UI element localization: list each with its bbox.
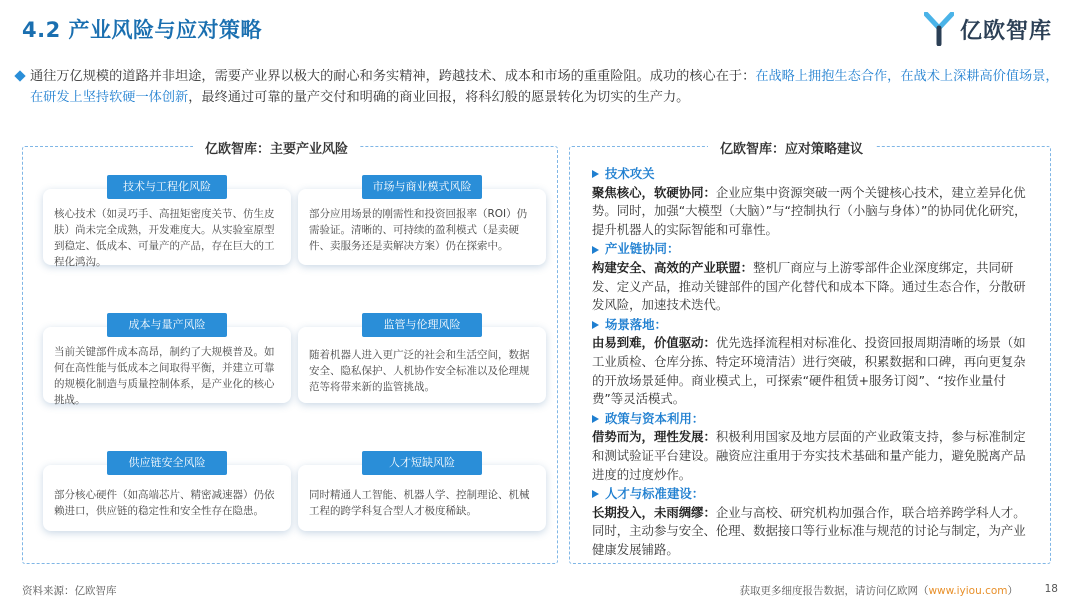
- risk-card-tag: 供应链安全风险: [107, 451, 227, 475]
- footer-more-suffix: ）: [1007, 585, 1018, 597]
- risk-card-tag: 技术与工程化风险: [107, 175, 227, 199]
- footer-link[interactable]: www.iyiou.com: [928, 585, 1008, 597]
- strategy-panel-heading: 亿欧智库：应对策略建议: [708, 138, 875, 157]
- risk-card-regulation: [298, 318, 546, 403]
- strategy-heading: 场景落地：: [605, 316, 667, 332]
- risk-card-text: 核心技术（如灵巧手、高扭矩密度关节、仿生皮肤）尚未完全成熟，开发难度大。从实验室原型到稳定、低成本、可量产的产品，存在巨大的工程化鸿沟。: [54, 208, 275, 268]
- strategy-item: [592, 485, 1036, 559]
- risk-card-text: 随着机器人进入更广泛的社会和生活空间，数据安全、隐私保护、人机协作安全标准以及伦理规范等将带来新的监管挑战。: [309, 349, 530, 393]
- strategy-item: [592, 165, 1036, 239]
- risk-card-tag: 成本与量产风险: [107, 313, 227, 337]
- risk-card-text: 当前关键部件成本高昂，制约了大规模普及。如何在高性能与低成本之间取得平衡，并建立可靠的规模化制造与质量控制体系，是产业化的核心挑战。: [54, 346, 275, 406]
- strategy-lead: 长期投入，未雨绸缪：: [592, 504, 716, 520]
- strategy-heading: 产业链协同：: [605, 241, 680, 257]
- triangle-bullet-icon: [592, 490, 599, 498]
- risk-card-talent: [298, 456, 546, 531]
- strategy-item: [592, 316, 1036, 409]
- footer-source: 资料来源：亿欧智库: [22, 585, 117, 597]
- page-title: 4.2 产业风险与应对策略: [22, 18, 263, 42]
- strategy-text: 整机厂商应与上游零部件企业深度绑定，共同研发、定义产品，推动关键部件的国产化替代和成本下降。通过生态合作，分散研发风险，加速技术迭代。: [592, 259, 1026, 313]
- logo-text: 亿欧智库: [959, 18, 1052, 44]
- strategy-list: [592, 165, 1036, 560]
- triangle-bullet-icon: [592, 170, 599, 178]
- risk-panel-heading: 亿欧智库：主要产业风险: [193, 138, 360, 157]
- footer-more-info: [739, 583, 1018, 598]
- risk-card-text: 部分应用场景的刚需性和投资回报率（ROI）仍需验证。清晰的、可持续的盈利模式（是卖硬件、卖服务还是卖解决方案）仍在探索中。: [309, 208, 528, 252]
- diamond-bullet-icon: [14, 70, 25, 81]
- logo-icon: [924, 12, 954, 46]
- risk-card-market: [298, 180, 546, 265]
- intro-text-1: 通往万亿规模的道路并非坦途，需要产业界以极大的耐心和务实精神，跨越技术、成本和市场的重重险阻。成功的核心在于：: [30, 69, 756, 84]
- risk-card-tag: 监管与伦理风险: [362, 313, 482, 337]
- strategy-lead: 构建安全、高效的产业联盟：: [592, 259, 754, 275]
- risk-card-cost: [43, 318, 291, 406]
- risk-card-text: 部分核心硬件（如高端芯片、精密减速器）仍依赖进口，供应链的稳定性和安全性存在隐患。: [54, 489, 275, 517]
- strategy-text: 企业应集中资源突破一两个关键核心技术，建立差异化优势。同时，加强“大模型（大脑）”与“控制执行（小脑与身体）”的协同优化研究，提升机器人的实际智能和可靠性。: [592, 184, 1027, 237]
- footer-more-prefix: 获取更多细度报告数据，请访问亿欧网（: [739, 585, 929, 597]
- logo: [924, 12, 1052, 46]
- strategy-item: [592, 240, 1036, 314]
- strategy-lead: 由易到难，价值驱动：: [592, 335, 716, 351]
- page-number: 18: [1044, 583, 1058, 595]
- strategy-lead: 聚焦核心，软硬协同：: [592, 184, 716, 200]
- triangle-bullet-icon: [592, 321, 599, 329]
- risk-card-tag: 人才短缺风险: [362, 451, 482, 475]
- strategy-text: 企业与高校、研究机构加强合作，联合培养跨学科人才。同时，主动参与安全、伦理、数据接口等行业标准与规范的讨论与制定，为产业健康发展铺路。: [592, 504, 1026, 557]
- strategy-panel: [569, 142, 1051, 564]
- strategy-heading: 技术攻关: [605, 166, 655, 181]
- risk-panel: [22, 142, 558, 564]
- risk-card-tag: 市场与商业模式风险: [362, 175, 482, 199]
- risk-card-supply-chain: [43, 456, 291, 531]
- intro-highlight: 在战略上拥抱生态合作，在战术上深耕高价值场景，在研发上坚持软硬一体创新: [30, 69, 1059, 105]
- strategy-lead: 借势而为，理性发展：: [592, 429, 716, 445]
- strategy-text: 优先选择流程相对标准化、投资回报周期清晰的场景（如工业质检、仓库分拣、特定环境清洁）进行突破，积累数据和口碑，再向更复杂的开放场景延伸。商业模式上，可探索“硬件租赁+服务订阅”、“按作业量付费”等灵活模式。: [592, 335, 1026, 407]
- triangle-bullet-icon: [592, 246, 599, 254]
- risk-card-text: 同时精通人工智能、机器人学、控制理论、机械工程的跨学科复合型人才极度稀缺。: [309, 489, 530, 517]
- strategy-heading: 政策与资本利用：: [605, 410, 705, 426]
- strategy-heading: 人才与标准建设：: [605, 486, 705, 502]
- triangle-bullet-icon: [592, 415, 599, 423]
- strategy-item: [592, 410, 1036, 484]
- risk-card-tech: [43, 180, 291, 268]
- intro-text-2: ，最终通过可靠的量产交付和明确的商业回报，将科幻般的愿景转化为切实的生产力。: [188, 90, 690, 105]
- strategy-text: 积极利用国家及地方层面的产业政策支持，参与标准制定和测试验证平台建设。融资应注重用于夯实技术基础和量产能力，避免脱离产品进度的过度炒作。: [592, 429, 1026, 482]
- intro-paragraph: [30, 66, 1060, 108]
